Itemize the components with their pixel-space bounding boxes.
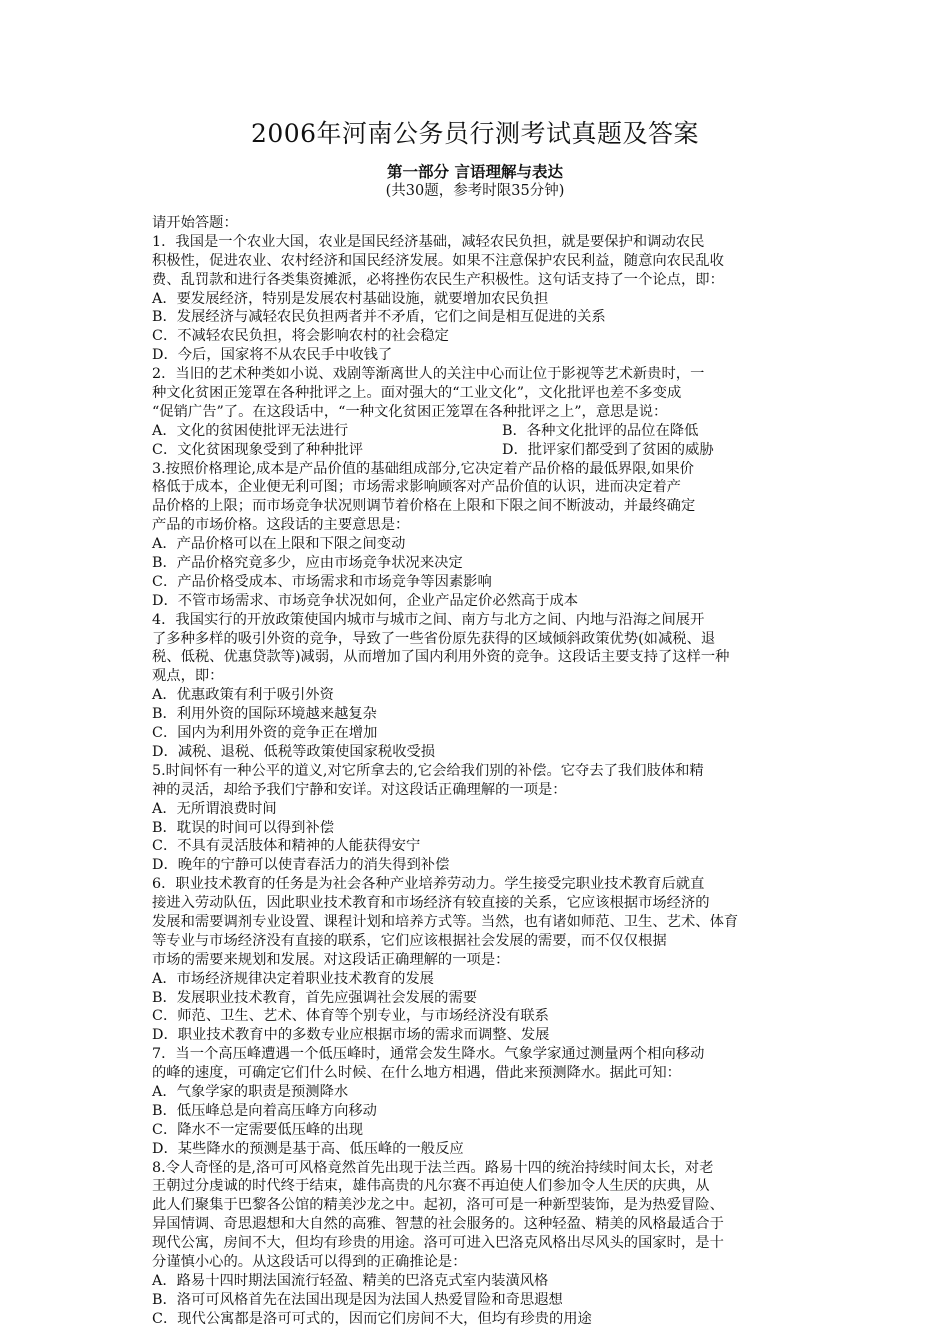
text-line: D．晚年的宁静可以使青春活力的消失得到补偿 [152,857,450,874]
option-text: B．各种文化批评的品位在降低 [502,422,699,439]
text-line: 种文化贫困正笼罩在各种批评之上。面对强大的“工业文化”，文化批评也差不多变成 [152,385,682,402]
text-line: A．产品价格可以在上限和下限之间变动 [152,536,406,553]
text-line: 观点，即： [152,668,224,685]
text-line: 异国情调、奇思遐想和大自然的高雅、智慧的社会服务的。这种轻盈、精美的风格最适合于 [152,1216,724,1233]
text-line: D．减税、退税、低税等政策使国家税收受损 [152,743,436,760]
text-line: C．师范、卫生、艺术、体育等个别专业，与市场经济没有联系 [152,1008,549,1025]
text-line: 税、低税、优惠贷款等)减弱，从而增加了国内利用外资的竞争。这段话主要支持了这样一种 [152,649,730,666]
text-line: 了多种多样的吸引外资的竞争，导致了一些省份原先获得的区域倾斜政策优势(如减税、退 [152,630,716,647]
text-line: 费、乱罚款和进行各类集资摊派，必将挫伤农民生产积极性。这句话支持了一个论点，即： [152,271,724,288]
text-line: C．不减轻农民负担，将会影响农村的社会稳定 [152,328,449,345]
option-text: C．文化贫困现象受到了种种批评 [152,441,364,458]
text-line: B．低压峰总是向着高压峰方向移动 [152,1102,377,1119]
option-row [152,422,808,441]
text-line: 神的灵活，却给予我们宁静和安详。对这段话正确理解的一项是： [152,781,567,798]
text-line: 品价格的上限；而市场竞争状况则调节着价格在上限和下限之间不断波动，并最终确定 [152,498,696,515]
text-line: B．耽误的时间可以得到补偿 [152,819,335,836]
text-line: C．不具有灵活肢体和精神的人能获得安宁 [152,838,421,855]
document-title: 2006年河南公务员行测考试真题及答案 [250,119,700,148]
text-line: 等专业与市场经济没有直接的联系，它们应该根据社会发展的需要，而不仅仅根据 [152,932,667,949]
text-line: 现代公寓，房间不大，但均有珍贵的用途。洛可可进入巴洛克风格出尽风头的国家时，是十 [152,1235,724,1252]
text-line: C．降水不一定需要低压峰的出现 [152,1121,364,1138]
text-line: 的峰的速度，可确定它们什么时候、在什么地方相遇，借此来预测降水。据此可知： [152,1065,681,1082]
text-line: D．职业技术教育中的多数专业应根据市场的需求而调整、发展 [152,1027,550,1044]
text-line: A．优惠政策有利于吸引外资 [152,687,334,704]
text-line: C．产品价格受成本、市场需求和市场竞争等因素影响 [152,573,492,590]
text-line: B．发展职业技术教育，首先应强调社会发展的需要 [152,989,478,1006]
text-line: 3.按照价格理论,成本是产品价值的基础组成部分,它决定着产品价格的最低界限,如果价 [152,460,694,477]
text-line: 积极性，促进农业、农村经济和国民经济发展。如果不注意保护农民利益，随意向农民乱收 [152,252,724,269]
text-line: A．市场经济规律决定着职业技术教育的发展 [152,970,434,987]
text-line: D．今后，国家将不从农民手中收钱了 [152,347,393,364]
text-line: D．某些降水的预测是基于高、低压峰的一般反应 [152,1140,464,1157]
text-line: “促销广告”了。在这段话中，“一种文化贫困正笼罩在各种批评之上”，意思是说： [152,403,668,420]
text-line: C．现代公寓都是洛可可式的，因而它们房间不大，但均有珍贵的用途 [152,1310,592,1327]
text-line: 2．当旧的艺术种类如小说、戏剧等渐离世人的关注中心而让位于影视等艺术新贵时，一 [152,366,705,383]
text-line: 请开始答题： [152,215,238,231]
text-line: B．洛可可风格首先在法国出现是因为法国人热爱冒险和奇思遐想 [152,1291,563,1308]
text-line: 格低于成本，企业便无利可图；市场需求影响顾客对产品价值的认识，进而决定着产 [152,479,681,496]
text-line: 接进入劳动队伍，因此职业技术教育和市场经济有较直接的关系，它应该根据市场经济的 [152,895,710,912]
option-text: D．批评家们都受到了贫困的威胁 [502,441,714,458]
text-line: A．无所谓浪费时间 [152,800,277,817]
text-line: B．利用外资的国际环境越来越复杂 [152,706,377,723]
text-line: 4．我国实行的开放政策使国内城市与城市之间、南方与北方之间、内地与沿海之间展开 [152,611,705,628]
text-line: D．不管市场需求、市场竞争状况如何，企业产品定价必然高于成本 [152,592,579,609]
text-line: A．气象学家的职责是预测降水 [152,1083,349,1100]
text-line: 5.时间怀有一种公平的道义,对它所拿去的,它会给我们别的补偿。它夺去了我们肢体和精 [152,762,704,779]
text-line: C．国内为利用外资的竞争正在增加 [152,725,378,742]
section-heading: 第一部分 言语理解与表达 [387,162,563,181]
document-body [152,214,808,1329]
text-line: B．产品价格究竟多少，应由市场竞争状况来决定 [152,555,463,572]
text-line: 发展和需要调剂专业设置、课程计划和培养方式等。当然，也有诸如师范、卫生、艺术、体育 [152,913,739,930]
text-line: A．路易十四时期法国流行轻盈、精美的巴洛克式室内装潢风格 [152,1272,549,1289]
text-line: 产品的市场价格。这段话的主要意思是： [152,517,410,534]
text-line: 分谨慎小心的。从这段话可以得到的正确推论是： [152,1253,467,1270]
text-line: 此人们聚集于巴黎各公馆的精美沙龙之中。起初，洛可可是一种新型装饰，是为热爱冒险、 [152,1197,724,1214]
option-row [152,441,808,460]
text-line: 6．职业技术教育的任务是为社会各种产业培养劳动力。学生接受完职业技术教育后就直 [152,876,705,893]
text-line: B．发展经济与减轻农民负担两者并不矛盾，它们之间是相互促进的关系 [152,309,606,326]
text-line: 市场的需要来规划和发展。对这段话正确理解的一项是： [152,951,510,968]
option-text: A．文化的贫困使批评无法进行 [152,422,349,439]
text-line: A．要发展经济，特别是发展农村基础设施，就要增加农民负担 [152,290,549,307]
text-line: 7．当一个高压峰遭遇一个低压峰时，通常会发生降水。气象学家通过测量两个相向移动 [152,1046,705,1063]
text-line: 1．我国是一个农业大国，农业是国民经济基础，减轻农民负担，就是要保护和调动农民 [152,233,705,250]
section-subheading: (共30题，参考时限35分钟) [385,183,565,199]
text-line: 8.令人奇怪的是,洛可可风格竟然首先出现于法兰西。路易十四的统治持续时间太长，对老 [152,1159,714,1176]
text-line: 王朝过分虔诚的时代终于结束，雄伟高贵的凡尔赛不再迫使人们参加令人生厌的庆典，从 [152,1178,710,1195]
